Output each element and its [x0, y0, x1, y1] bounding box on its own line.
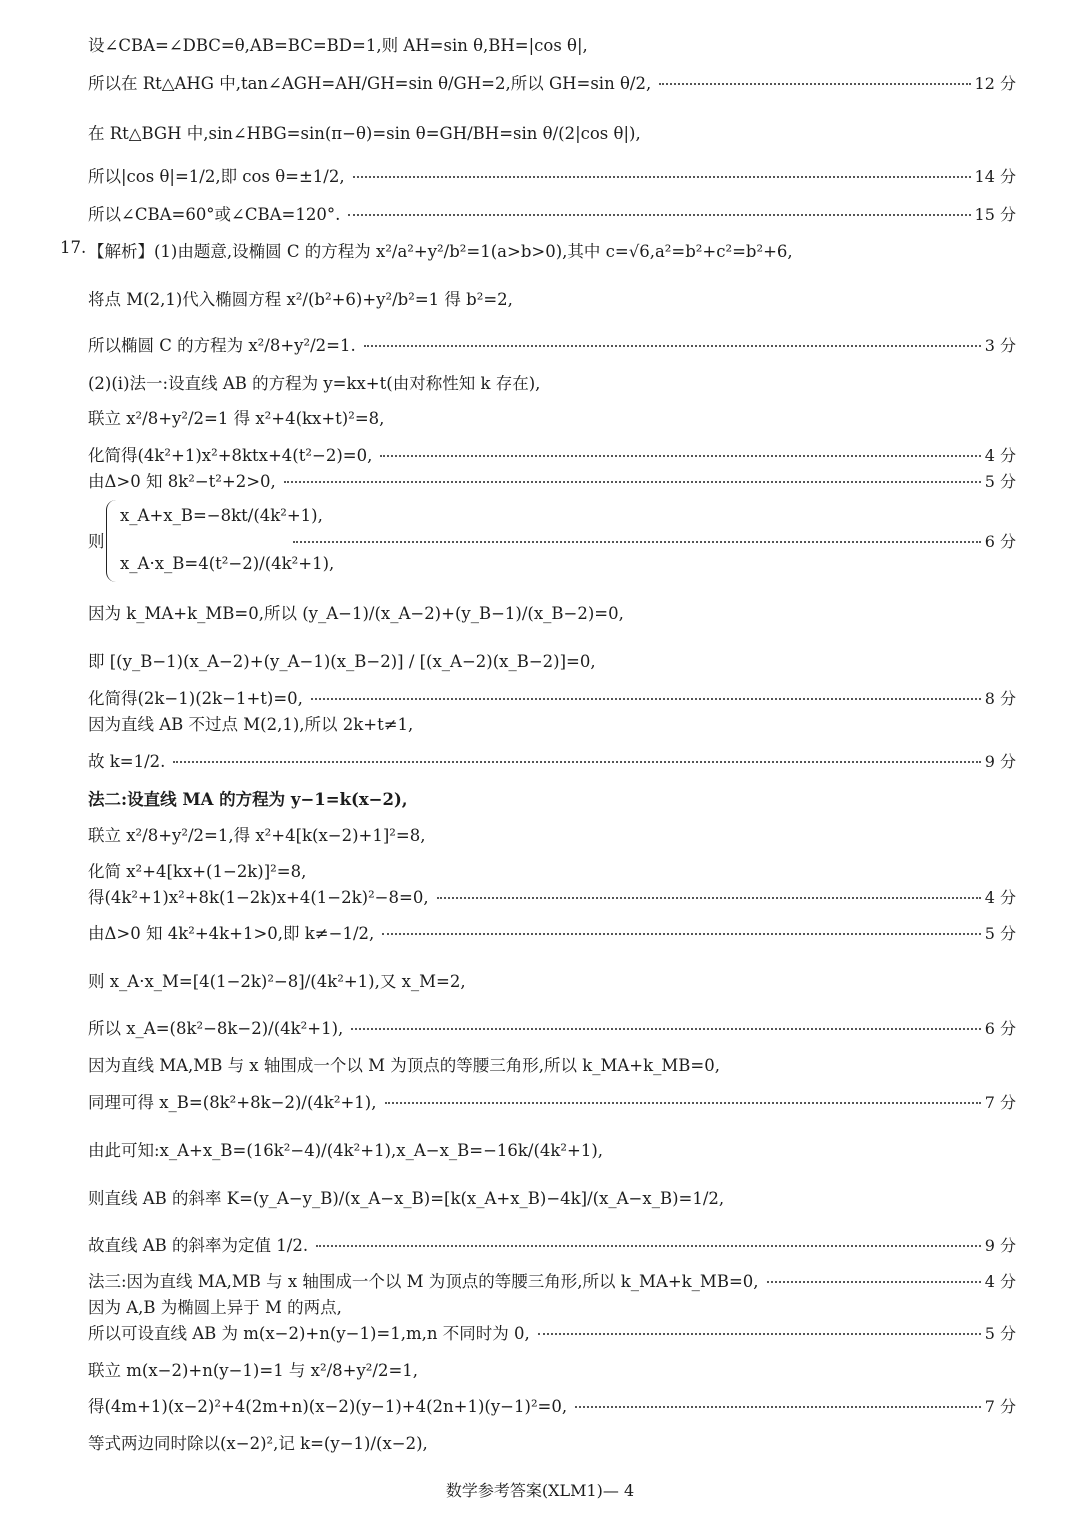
dotted-leader: [767, 1281, 981, 1283]
line-text: 联立 x²/8+y²/2=1 得 x²+4(kx+t)²=8,: [88, 409, 385, 428]
dotted-leader: [173, 761, 980, 763]
score-points: 5 分: [984, 471, 1016, 491]
dotted-leader: [351, 1028, 980, 1030]
text-line: [88, 1294, 1016, 1318]
text-line: [88, 1320, 1016, 1344]
text-line: [88, 968, 1016, 992]
score-points: 6 分: [984, 531, 1016, 551]
score-points: 7 分: [984, 1396, 1016, 1416]
text-line: [88, 748, 1016, 772]
text-line: [88, 120, 1016, 144]
line-text: 因为直线 AB 不过点 M(2,1),所以 2k+t≠1,: [88, 715, 414, 734]
line-text: 则直线 AB 的斜率 K=(y_A−y_B)/(x_A−x_B)=[k(x_A+x_B)−4k]/(x_A−x_B)=1/2,: [88, 1189, 725, 1208]
score-points: 9 分: [984, 1235, 1016, 1255]
line-text: 则 x_A·x_M=[4(1−2k)²−8]/(4k²+1),又 x_M=2,: [88, 972, 466, 991]
dotted-leader: [659, 83, 970, 85]
question-number: 17.: [60, 238, 87, 257]
line-text: 等式两边同时除以(x−2)²,记 k=(y−1)/(x−2),: [88, 1434, 428, 1453]
line-text: 故 k=1/2.: [88, 752, 166, 771]
score-points: 15 分: [974, 204, 1016, 224]
score-points: 5 分: [984, 1323, 1016, 1343]
score-points: 7 分: [984, 1092, 1016, 1112]
text-line: [88, 1268, 1016, 1292]
score-points: 5 分: [984, 923, 1016, 943]
score-points: 4 分: [984, 887, 1016, 907]
text-line: [88, 1232, 1016, 1256]
text-line: [88, 648, 1016, 672]
brace-line: x_A+x_B=−8kt/(4k²+1),: [120, 506, 323, 525]
dotted-leader: [311, 698, 981, 700]
line-text: 【解析】(1)由题意,设椭圆 C 的方程为 x²/a²+y²/b²=1(a>b>0),其中 c=√6,a²=b²+c²=b²+6,: [88, 242, 793, 261]
text-line: [88, 1357, 1016, 1381]
page-footer: 数学参考答案(XLM1)— 4: [445, 1481, 635, 1500]
line-text: 由Δ>0 知 8k²−t²+2>0,: [88, 472, 276, 491]
dotted-leader: [353, 176, 971, 178]
line-text: 所以在 Rt△AHG 中,tan∠AGH=AH/GH=sin θ/GH=2,所以 GH=sin θ/2,: [88, 74, 652, 93]
text-line: [88, 163, 1016, 187]
dotted-leader: [316, 1245, 981, 1247]
line-text: 所以∠CBA=60°或∠CBA=120°.: [88, 205, 341, 224]
line-text: 所以椭圆 C 的方程为 x²/8+y²/2=1.: [88, 336, 356, 355]
line-text: 法二:设直线 MA 的方程为 y−1=k(x−2),: [88, 790, 408, 809]
line-text: 联立 x²/8+y²/2=1,得 x²+4[k(x−2)+1]²=8,: [88, 826, 426, 845]
text-line: [88, 1430, 1016, 1454]
score-points: 6 分: [984, 1018, 1016, 1038]
line-text: 故直线 AB 的斜率为定值 1/2.: [88, 1236, 309, 1255]
text-line: [88, 468, 1016, 492]
line-text: 化简得(4k²+1)x²+8ktx+4(t²−2)=0,: [88, 446, 373, 465]
text-line: [88, 884, 1016, 908]
dotted-leader: [364, 345, 981, 347]
score-points: 9 分: [984, 751, 1016, 771]
score-points: 4 分: [984, 1271, 1016, 1291]
text-line: [88, 920, 1016, 944]
text-line: [88, 528, 1016, 552]
score-points: 3 分: [984, 335, 1016, 355]
text-line: [88, 711, 1016, 735]
text-line: [88, 1185, 1016, 1209]
dotted-leader: [538, 1333, 981, 1335]
text-line: [88, 405, 1016, 429]
text-line: [88, 370, 1016, 394]
dotted-leader: [385, 1102, 981, 1104]
text-line: [88, 32, 1016, 56]
line-text: 法三:因为直线 MA,MB 与 x 轴围成一个以 M 为顶点的等腰三角形,所以 k_MA+k_MB=0,: [88, 1272, 759, 1291]
text-line: [88, 1393, 1016, 1417]
line-text: 所以 x_A=(8k²−8k−2)/(4k²+1),: [88, 1019, 344, 1038]
line-text: 所以|cos θ|=1/2,即 cos θ=±1/2,: [88, 167, 345, 186]
line-text: (2)(ⅰ)法一:设直线 AB 的方程为 y=kx+t(由对称性知 k 存在),: [88, 374, 541, 393]
text-line: [88, 786, 1016, 810]
dotted-leader: [348, 214, 970, 216]
line-text: 因为 A,B 为椭圆上异于 M 的两点,: [88, 1298, 342, 1317]
line-text: 同理可得 x_B=(8k²+8k−2)/(4k²+1),: [88, 1093, 377, 1112]
score-points: 14 分: [974, 166, 1016, 186]
score-points: 12 分: [974, 73, 1016, 93]
brace-line: x_A·x_B=4(t²−2)/(4k²+1),: [120, 554, 335, 573]
line-text: 得(4k²+1)x²+8k(1−2k)x+4(1−2k)²−8=0,: [88, 888, 429, 907]
left-brace: [106, 500, 119, 582]
dotted-leader: [293, 541, 981, 543]
text-line: [88, 685, 1016, 709]
line-text: 因为直线 MA,MB 与 x 轴围成一个以 M 为顶点的等腰三角形,所以 k_MA+k_MB=0,: [88, 1056, 720, 1075]
line-text: 所以可设直线 AB 为 m(x−2)+n(y−1)=1,m,n 不同时为 0,: [88, 1324, 530, 1343]
dotted-leader: [382, 933, 980, 935]
line-text: 化简 x²+4[kx+(1−2k)]²=8,: [88, 862, 307, 881]
dotted-leader: [575, 1406, 981, 1408]
text-line: [88, 201, 1016, 225]
dotted-leader: [284, 481, 981, 483]
line-text: 则: [88, 532, 105, 551]
text-line: [88, 600, 1016, 624]
line-text: 在 Rt△BGH 中,sin∠HBG=sin(π−θ)=sin θ=GH/BH=sin θ/(2|cos θ|),: [88, 124, 641, 143]
line-text: 因为 k_MA+k_MB=0,所以 (y_A−1)/(x_A−2)+(y_B−1)/(x_B−2)=0,: [88, 604, 624, 623]
text-line: [88, 858, 1016, 882]
text-line: [88, 70, 1016, 94]
score-points: 8 分: [984, 688, 1016, 708]
line-text: 联立 m(x−2)+n(y−1)=1 与 x²/8+y²/2=1,: [88, 1361, 419, 1380]
text-line: [88, 238, 1016, 262]
line-text: 即 [(y_B−1)(x_A−2)+(y_A−1)(x_B−2)] / [(x_A−2)(x_B−2)]=0,: [88, 652, 596, 671]
text-line: [88, 442, 1016, 466]
text-line: [88, 1137, 1016, 1161]
score-points: 4 分: [984, 445, 1016, 465]
text-line: [88, 286, 1016, 310]
line-text: 化简得(2k−1)(2k−1+t)=0,: [88, 689, 303, 708]
line-text: 由Δ>0 知 4k²+4k+1>0,即 k≠−1/2,: [88, 924, 375, 943]
line-text: 设∠CBA=∠DBC=θ,AB=BC=BD=1,则 AH=sin θ,BH=|cos θ|,: [88, 36, 588, 55]
line-text: 将点 M(2,1)代入椭圆方程 x²/(b²+6)+y²/b²=1 得 b²=2,: [88, 290, 513, 309]
line-text: 由此可知:x_A+x_B=(16k²−4)/(4k²+1),x_A−x_B=−16k/(4k²+1),: [88, 1141, 604, 1160]
text-line: [88, 1015, 1016, 1039]
dotted-leader: [380, 455, 980, 457]
dotted-leader: [437, 897, 981, 899]
line-text: 得(4m+1)(x−2)²+4(2m+n)(x−2)(y−1)+4(2n+1)(y−1)²=0,: [88, 1397, 568, 1416]
text-line: [88, 1052, 1016, 1076]
text-line: [88, 1089, 1016, 1113]
text-line: [88, 822, 1016, 846]
text-line: [88, 332, 1016, 356]
